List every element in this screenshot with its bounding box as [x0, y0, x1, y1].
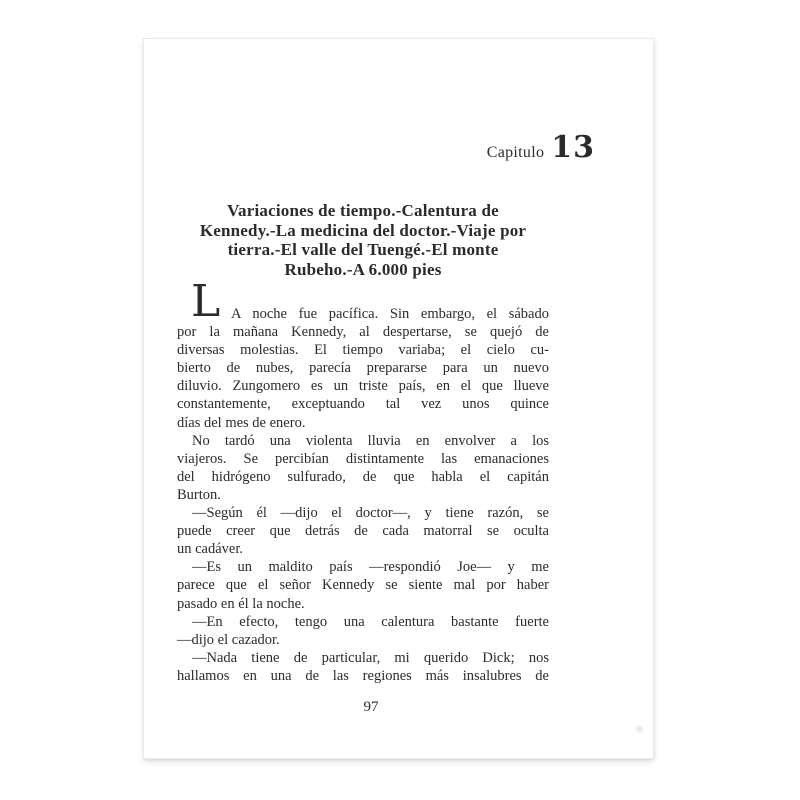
text-line: un cadáver.	[177, 541, 244, 558]
text-line: constantemente, exceptuando tal vez unos quince	[177, 396, 549, 413]
text-line: por la mañana Kennedy, al despertarse, se quejó de	[177, 324, 549, 341]
text-line: hallamos en una de las regiones más insalubres de	[177, 667, 549, 684]
text-line: pasado en él la noche.	[177, 595, 305, 612]
text-line: viajeros. Se percibían distintamente las emanaciones	[177, 450, 549, 467]
chapter-heading	[486, 130, 595, 165]
text-line: diluvio. Zungomero es un triste país, en el que llueve	[177, 378, 549, 395]
text-line: días del mes de enero.	[177, 414, 306, 431]
book-page	[143, 38, 654, 759]
chapter-label: Capitulo	[486, 144, 545, 161]
text-line: bierto de nubes, parecía prepararse para un nuevo	[177, 360, 549, 377]
text-line: —En efecto, tengo una calentura bastante fuerte	[192, 613, 549, 630]
drop-cap-initial: L	[191, 276, 221, 327]
chapter-summary	[177, 201, 549, 279]
text-line: A noche fue pacífica. Sin embargo, el sábado	[231, 306, 549, 322]
text-line: parece que el señor Kennedy se siente mal por haber	[177, 577, 549, 594]
paper-speck	[636, 726, 643, 732]
text-line: del hidrógeno sulfurado, de que habla el capitán	[177, 468, 549, 485]
chapter-summary-line: Rubeho.-A 6.000 pies	[284, 259, 442, 279]
chapter-summary-line: tierra.-El valle del Tuengé.-El monte	[227, 240, 499, 259]
chapter-number: 13	[551, 130, 595, 165]
text-line: —Nada tiene de particular, mi querido Dick; nos	[192, 649, 549, 666]
text-line: diversas molestias. El tiempo variaba; el cielo cu-	[177, 342, 549, 359]
chapter-summary-line: Kennedy.-La medicina del doctor.-Viaje por	[199, 220, 527, 240]
text-line: Burton.	[177, 486, 221, 503]
text-line: No tardó una violenta lluvia en envolver a los	[192, 432, 549, 449]
text-line: —dijo el cazador.	[177, 631, 280, 648]
chapter-summary-line: Variaciones de tiempo.-Calentura de	[227, 201, 499, 220]
text-line: —Según él —dijo el doctor—, y tiene razón, se	[192, 505, 549, 522]
body-text	[177, 276, 549, 685]
text-line: puede creer que detrás de cada matorral se oculta	[177, 523, 549, 540]
page-number: 97	[363, 699, 379, 715]
text-line: —Es un maldito país —respondió Joe— y me	[192, 559, 549, 576]
